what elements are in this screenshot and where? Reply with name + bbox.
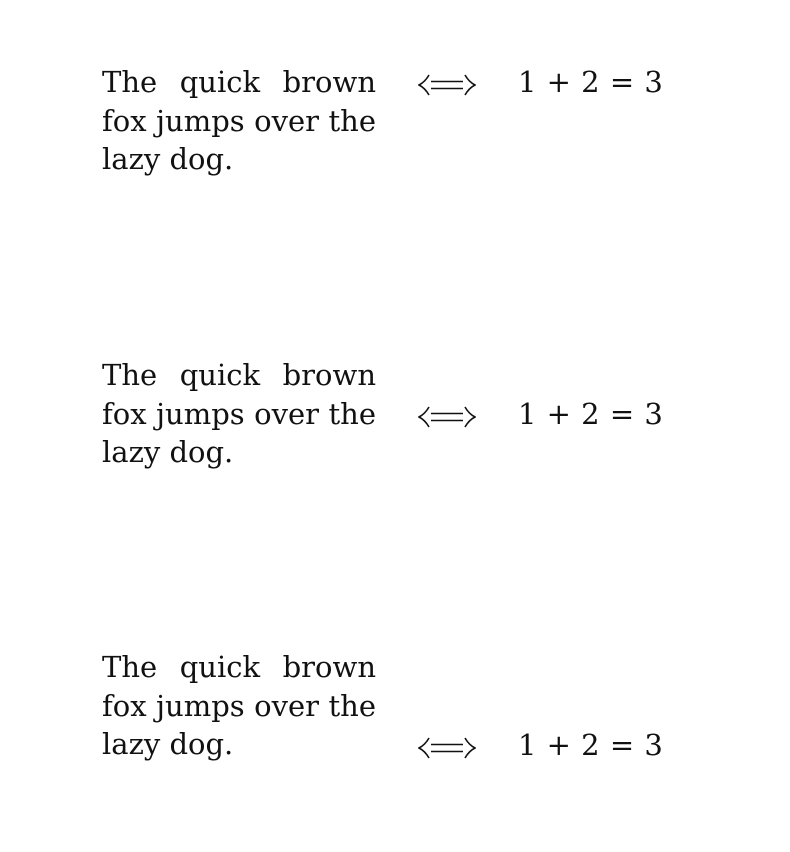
row-top-aligned xyxy=(102,63,662,183)
iff-double-arrow-icon xyxy=(418,406,476,428)
equation: 1 + 2 = 3 xyxy=(518,728,664,762)
paragraph: The quick brown fox jumps over the lazy dog. xyxy=(102,650,376,761)
paragraph: The quick brown fox jumps over the lazy dog. xyxy=(102,358,376,469)
row-middle-aligned xyxy=(102,356,662,476)
equation: 1 + 2 = 3 xyxy=(518,65,664,99)
paragraph: The quick brown fox jumps over the lazy dog. xyxy=(102,65,376,176)
iff-double-arrow-icon xyxy=(418,74,476,96)
row-bottom-aligned xyxy=(102,648,662,768)
iff-double-arrow-icon xyxy=(418,737,476,759)
equation: 1 + 2 = 3 xyxy=(518,397,664,431)
